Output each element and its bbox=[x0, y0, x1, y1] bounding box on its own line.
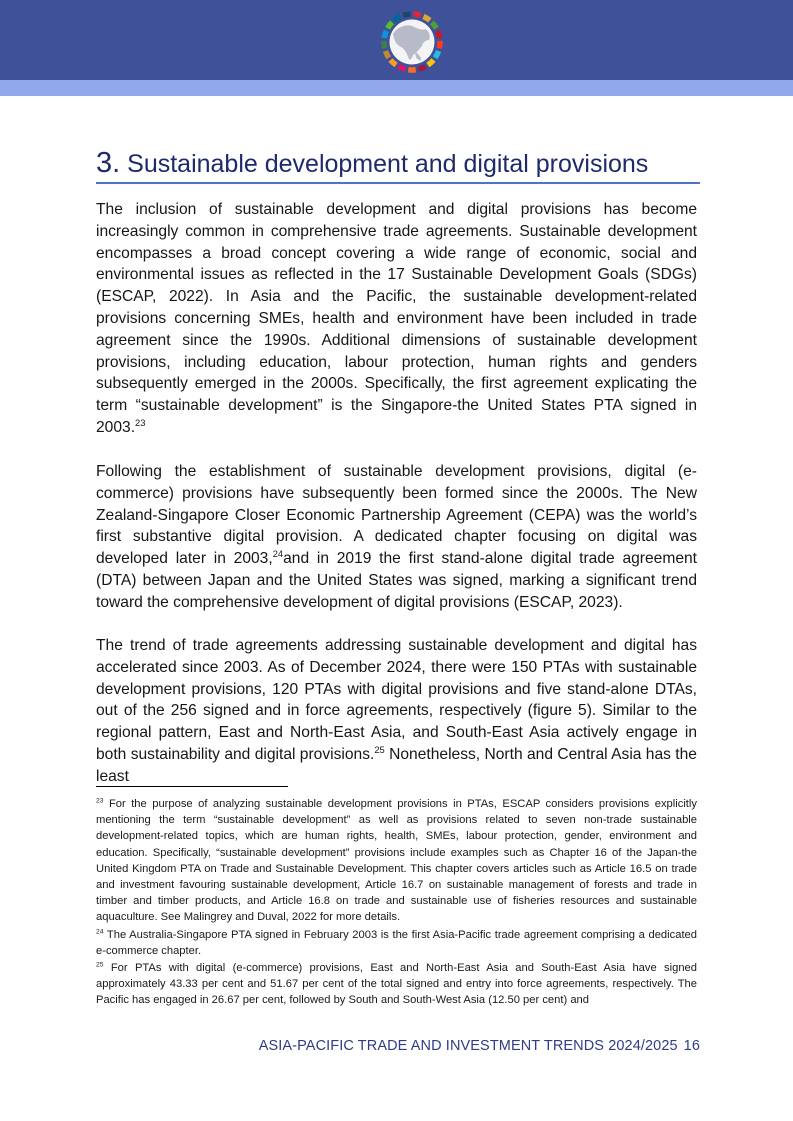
footnote-text: The Australia-Singapore PTA signed in February 2003 is the first Asia-Pacific trade agreement comprising a dedicated e-commerce chapter. bbox=[96, 928, 698, 957]
sdg-ring-segment bbox=[432, 22, 437, 28]
footnote-number: 25 bbox=[96, 961, 104, 969]
paragraph-2 bbox=[96, 461, 697, 614]
header-stripe bbox=[0, 80, 793, 96]
footer-title: ASIA-PACIFIC TRADE AND INVESTMENT TRENDS 2024/2025 bbox=[258, 1038, 678, 1054]
sdg-ring-segment bbox=[384, 31, 386, 38]
sdg-ring-segment bbox=[439, 41, 440, 49]
sdg-ring-segment bbox=[384, 41, 385, 49]
section-number: 3. bbox=[96, 147, 121, 179]
footnote-24 bbox=[96, 927, 697, 959]
footnote-ref-25[interactable]: 25 bbox=[374, 744, 385, 755]
paragraph-3 bbox=[96, 635, 697, 788]
section-title-text: Sustainable development and digital provisions bbox=[127, 150, 649, 178]
footnote-25 bbox=[96, 960, 697, 1009]
footnote-ref-24[interactable]: 24 bbox=[272, 549, 284, 559]
page-number: 16 bbox=[683, 1038, 700, 1054]
sdg-ring-segment bbox=[428, 60, 434, 65]
sdg-ring-segment bbox=[398, 67, 405, 70]
sdg-ring-segment bbox=[419, 67, 426, 70]
sdg-ring-segment bbox=[438, 31, 440, 38]
sdg-ring-segment bbox=[394, 16, 400, 20]
section-title bbox=[96, 146, 700, 184]
paragraph-2-text-b: and in 2019 the first stand-alone digital trade agreement (DTA) between Japan and the United States was signed, marking a significant trend toward the comprehensive development of digital provisions (ESCAP, 2023). bbox=[96, 550, 697, 611]
paragraph-3-text-a: The trend of trade agreements addressing sustainable development and digital has accelerated since 2003. As of December 2024, there were 150 PTAs with sustainable development provisions, 120 PTAs with digital provisions and five stand-alone DTAs, out of the 256 signed and in force agreements, respectively (figure 5). Similar to the regional pattern, East and North-East Asia, and South-East Asia actively engage in both sustainability and digital provisions. bbox=[96, 637, 697, 763]
footnote-text: For PTAs with digital (e-commerce) provisions, East and North-East Asia and South-East Asia have signed approximately 43.33 per cent and 51.67 per cent of the total signed and entry into force agreements, respectively. The Pacific has engaged in 26.67 per cent, followed by South and South-West Asia (12.50 per cent) and bbox=[96, 962, 698, 1007]
sdg-ring-segment bbox=[388, 22, 393, 28]
footnote-text: For the purpose of analyzing sustainable development provisions in PTAs, ESCAP considers provisions explicitly mentioning the term “sustainable development” as well as provisions related to seven non-trade sustainable development-related topics, which are human rights, health, SMEs, labour protection, gender, environment and education. Specifically, “sustainable development” provisions include examples such as Chapter 16 of the Japan-the United Kingdom PTA on Trade and Sustainable Development. This chapter covers articles such as Article 16.5 on trade and investment favouring sustainable development, Article 16.7 on sustainable management of forests and trade in timber and timber products, and Article 16.8 on trade and sustainable use of fisheries resources and sustainable aquaculture. See Malingrey and Duval, 2022 for more details. bbox=[96, 798, 697, 924]
sdg-ring-segment bbox=[403, 14, 410, 15]
paragraph-2-text-a: Following the establishment of sustainable development provisions, digital (e-commerce) provisions have subsequently been formed since the 2000s. The New Zealand-Singapore Closer Economic Partnership Agreement (CEPA) was the world’s first substantive digital provision. A dedicated chapter focusing on digital was developed later in 2003, bbox=[96, 463, 697, 568]
sdg-ring-segment bbox=[391, 60, 397, 65]
page-footer bbox=[259, 1036, 700, 1056]
footnote-divider bbox=[96, 786, 288, 787]
paragraph-1 bbox=[96, 199, 697, 439]
sdg-ring-segment bbox=[435, 51, 438, 58]
footnote-ref-23[interactable]: 23 bbox=[135, 417, 146, 428]
sdg-globe-icon bbox=[379, 9, 445, 75]
footnotes bbox=[96, 796, 697, 1010]
footnote-number: 24 bbox=[96, 927, 104, 935]
sdg-ring-segment bbox=[423, 16, 429, 20]
footnote-number: 23 bbox=[96, 797, 104, 805]
footnote-23 bbox=[96, 796, 697, 926]
sdg-ring-segment bbox=[385, 51, 388, 58]
paragraph-3-text-b: Nonetheless, North and Central Asia has the least bbox=[96, 745, 697, 785]
sdg-ring-segment bbox=[413, 14, 420, 15]
paragraph-1-text: The inclusion of sustainable development and digital provisions has become increasingly common in comprehensive trade agreements. Sustainable development encompasses a broad concept covering a wide range of economic, social and environmental issues as reflected in the 17 Sustainable Development Goals (SDGs) (ESCAP, 2022). In Asia and the Pacific, the sustainable development-related provisions concerning SMEs, health and environment have been included in trade agreement since the 1990s. Additional dimensions of sustainable development provisions, including education, labour protection, human rights and genders subsequently emerged in the 2000s. Specifically, the first agreement explicating the term “sustainable development” is the Singapore-the United States PTA signed in 2003. bbox=[96, 201, 697, 436]
